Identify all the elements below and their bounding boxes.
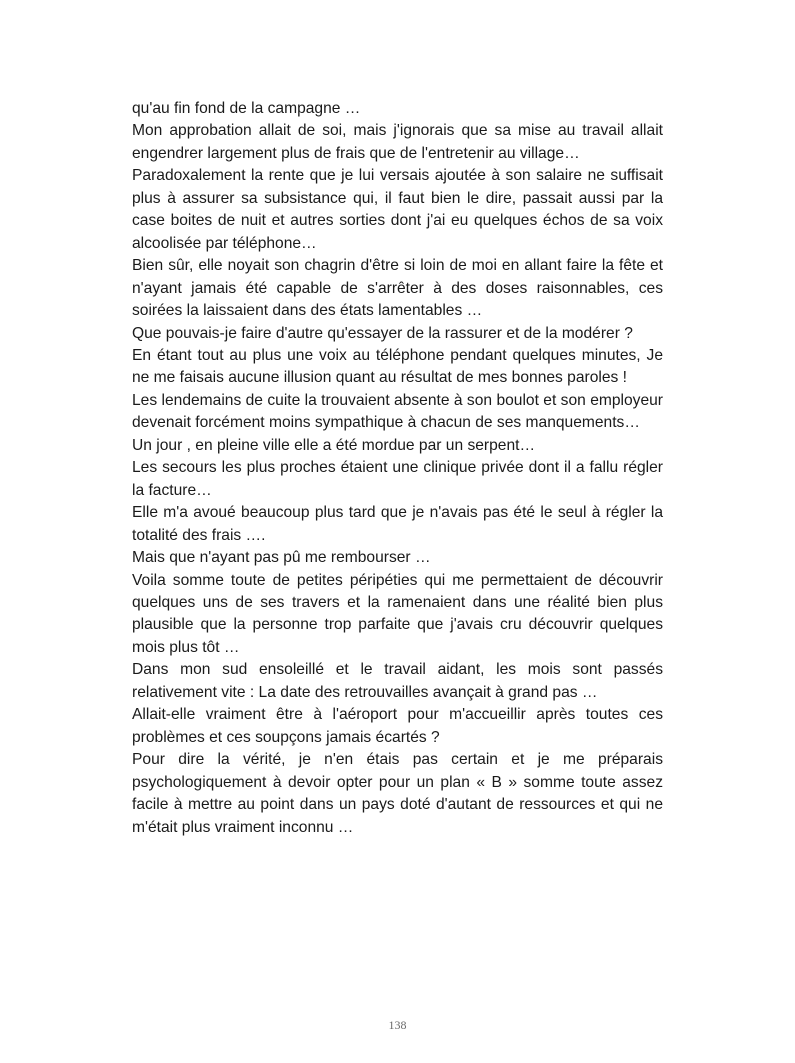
paragraph: Voila somme toute de petites péripéties qui me permettaient de découvrir quelques uns de ses travers et la ramenaient dans une réalité bien plus plausible que la personne trop parfaite que j'avais cru découvrir quelques mois plus tôt … [132, 571, 663, 656]
paragraph: Que pouvais-je faire d'autre qu'essayer de la rassurer et de la modérer ? [132, 324, 633, 342]
paragraph: Les lendemains de cuite la trouvaient absente à son boulot et son employeur devenait forcément moins sympathique à chacun de ses manquements… [132, 391, 663, 432]
paragraph: Elle m'a avoué beaucoup plus tard que je n'avais pas été le seul à régler la totalité des frais …. [132, 504, 663, 544]
paragraph: qu'au fin fond de la campagne … [132, 100, 361, 117]
page-number: 138 [388, 1018, 407, 1032]
paragraph: Un jour , en pleine ville elle a été mordue par un serpent… [132, 436, 536, 454]
paragraph: Dans mon sud ensoleillé et le travail aidant, les mois sont passés relativement vite : La date des retrouvailles avançait à grand pas … [132, 661, 663, 701]
paragraph: Bien sûr, elle noyait son chagrin d'être si loin de moi en allant faire la fête et n'ayant jamais été capable de s'arrêter à des doses raisonnables, ces soirées la laissaient dans des états lamentables … [132, 257, 663, 320]
body-text [132, 98, 663, 839]
paragraph: En étant tout au plus une voix au téléphone pendant quelques minutes, Je ne me faisais aucune illusion quant au résultat de mes bonnes paroles ! [132, 346, 663, 387]
paragraph: Mais que n'ayant pas pû me rembourser … [132, 549, 431, 567]
paragraph: Paradoxalement la rente que je lui versais ajoutée à son salaire ne suffisait plus à assurer sa subsistance qui, il faut bien le dire, passait aussi par la case boites de nuit et autres sorties dont j'ai eu quelques échos de sa voix alcoolisée par téléphone… [132, 167, 663, 252]
paragraph: Pour dire la vérité, je n'en étais pas certain et je me préparais psychologiquement à devoir opter pour un plan « B » somme toute assez facile à mettre au point dans un pays doté d'autant de ressources et qui ne m'était plus vraiment inconnu … [132, 751, 663, 836]
paragraph: Mon approbation allait de soi, mais j'ignorais que sa mise au travail allait engendrer largement plus de frais que de l'entretenir au village… [132, 122, 663, 162]
paragraph: Allait-elle vraiment être à l'aéroport pour m'accueillir après toutes ces problèmes et ces soupçons jamais écartés ? [132, 706, 663, 746]
paragraph: Les secours les plus proches étaient une clinique privée dont il a fallu régler la facture… [132, 459, 663, 499]
